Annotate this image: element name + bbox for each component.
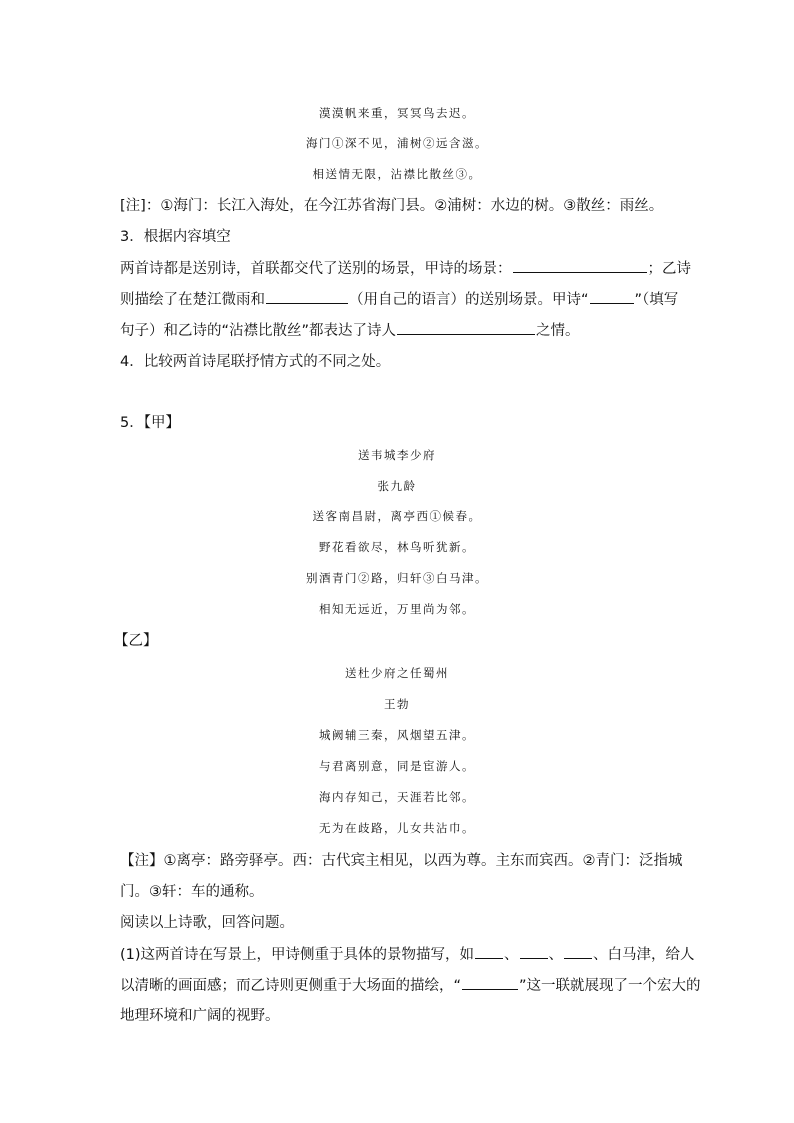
answer-blank-couplet[interactable] <box>462 975 518 990</box>
poem1-line-3: 相送情无限，沾襟比散丝③。 <box>312 167 482 181</box>
q3-text-2a: 则描绘了在楚江微雨和 <box>120 292 265 308</box>
q3-text-2c: ”（填写 <box>634 292 679 308</box>
note-1: [注]：①海门：长江入海处，在今江苏省海门县。②浦树：水边的树。③散丝：雨丝。 <box>120 198 664 214</box>
question-5-label: 5．【甲】 <box>120 415 180 431</box>
poemB-line-1: 城阙辅三秦，风烟望五津。 <box>319 728 475 742</box>
question-3-title: 3．根据内容填空 <box>120 229 231 245</box>
q3-text-2b: （用自己的语言）的送别场景。甲诗“ <box>349 292 589 308</box>
answer-blank-scene[interactable] <box>513 258 647 273</box>
question-3-line-1 <box>120 258 691 279</box>
question-3-line-3 <box>120 320 580 341</box>
poemB-line-3: 海内存知己，天涯若比邻。 <box>319 790 475 804</box>
s2-text-b: ”这一联就展现了一个宏大的 <box>519 978 701 994</box>
question-4: 4．比较两首诗尾联抒情方式的不同之处。 <box>120 354 391 370</box>
poemA-line-2: 野花看欲尽，林鸟听犹新。 <box>319 540 475 554</box>
poemA-author: 张九龄 <box>377 479 417 493</box>
poemA-title: 送韦城李少府 <box>358 448 436 462</box>
instruction: 阅读以上诗歌，回答问题。 <box>120 915 294 931</box>
poemA-line-4: 相知无远近，万里尚为邻。 <box>319 602 475 616</box>
q3-text-3a: 句子）和乙诗的“沾襟比散丝”都表达了诗人 <box>120 323 397 339</box>
s2-text-a: 以清晰的画面感；而乙诗则更侧重于大场面的描绘，“ <box>120 978 462 994</box>
answer-blank-emotion[interactable] <box>397 320 535 335</box>
answer-blank-scenery-3[interactable] <box>564 944 592 959</box>
q3-text-3b: 之情。 <box>536 323 580 339</box>
poemA-line-3: 别酒青门②路，归轩③白马津。 <box>306 571 488 585</box>
q3-text-1b: ；乙诗 <box>647 261 691 277</box>
poemB-line-4: 无为在歧路，儿女共沾巾。 <box>319 821 475 835</box>
poemB-label: 【乙】 <box>114 633 158 649</box>
note-2-line-1: 【注】①离亭：路旁驿亭。西：古代宾主相见，以西为尊。主东而宾西。②青门：泛指城 <box>120 853 683 869</box>
s1-text-a: (1)这两首诗在写景上，甲诗侧重于具体的景物描写，如 <box>120 947 475 963</box>
sub-question-1-line-2 <box>120 975 701 996</box>
poemB-title: 送杜少府之任蜀州 <box>345 666 449 680</box>
answer-blank-own-words[interactable] <box>266 289 348 304</box>
answer-blank-scenery-2[interactable] <box>520 944 548 959</box>
s1-text-c: 、 <box>548 947 564 963</box>
answer-blank-sentence[interactable] <box>590 289 634 304</box>
poem1-line-2: 海门①深不见，浦树②远含滋。 <box>306 136 488 150</box>
answer-blank-scenery-1[interactable] <box>475 944 503 959</box>
poemB-line-2: 与君离别意，同是宦游人。 <box>319 759 475 773</box>
poemA-line-1: 送客南昌尉，离亭西①候春。 <box>312 509 482 523</box>
sub-question-1-line-3: 地理环境和广阔的视野。 <box>120 1008 280 1024</box>
poemB-author: 王勃 <box>384 697 410 711</box>
poem1-line-1: 漠漠帆来重，冥冥鸟去迟。 <box>319 106 475 120</box>
s1-text-d: 、白马津，给人 <box>593 947 695 963</box>
q3-text-1a: 两首诗都是送别诗，首联都交代了送别的场景，甲诗的场景： <box>120 261 512 277</box>
s1-text-b: 、 <box>504 947 519 963</box>
note-2-line-2: 门。③轩：车的通称。 <box>120 884 264 900</box>
sub-question-1-line-1 <box>120 944 695 965</box>
question-3-line-2 <box>120 289 678 310</box>
